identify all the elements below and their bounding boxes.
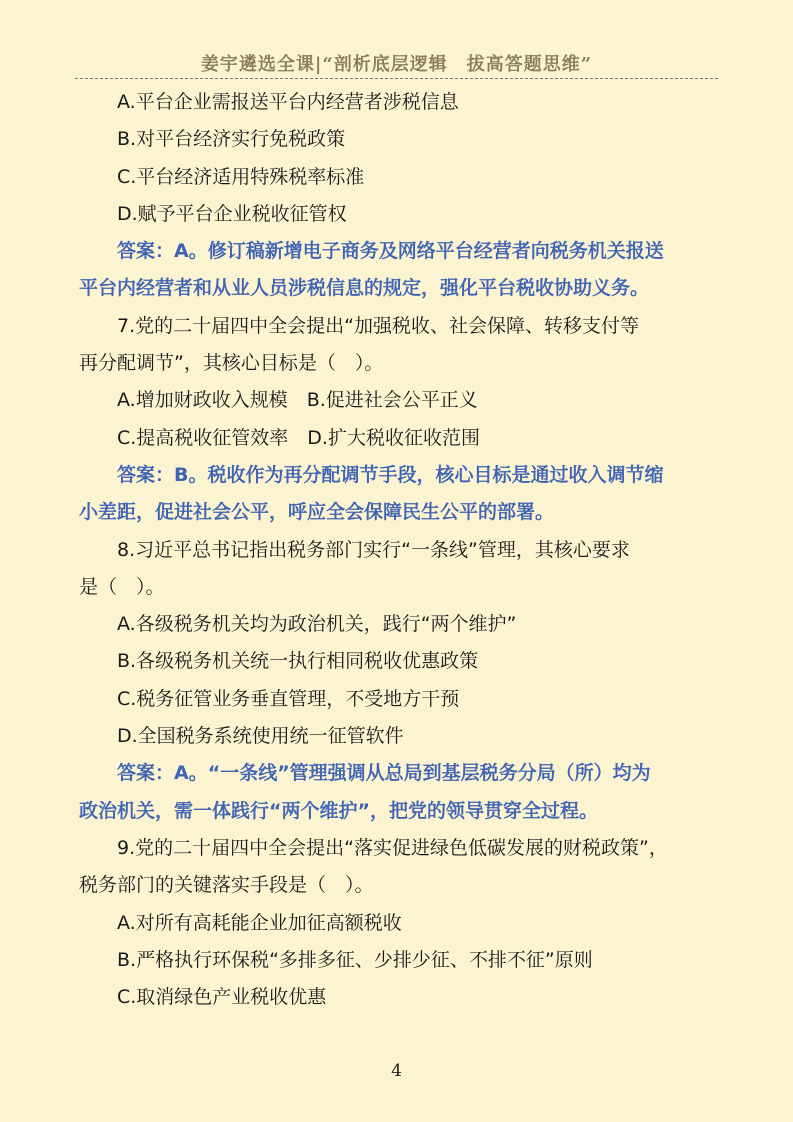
option-line: B.对平台经济实行免税政策 <box>117 128 346 151</box>
option-line: D.赋予平台企业税收征管权 <box>117 202 347 225</box>
option-line: C.提高税收征管效率 D.扩大税收征收范围 <box>117 426 480 449</box>
option-line: A.增加财政收入规模 B.促进社会公平正义 <box>117 389 478 412</box>
page-header <box>0 0 793 78</box>
option-line: A.各级税务机关均为政治机关，践行“两个维护” <box>117 613 517 636</box>
question-line: 8.习近平总书记指出税务部门实行“一条线”管理，其核心要求 <box>117 538 630 561</box>
answer-line: 答案：B。税收作为再分配调节手段，核心目标是通过收入调节缩 <box>117 463 664 486</box>
document-body <box>79 84 729 1016</box>
question-line: 税务部门的关键落实手段是（ ）。 <box>79 874 374 897</box>
answer-line: 政治机关，需一体践行“两个维护”，把党的领导贯穿全过程。 <box>79 799 598 822</box>
answer-line: 平台内经营者和从业人员涉税信息的规定，强化平台税收协助义务。 <box>79 277 650 300</box>
option-line: C.平台经济适用特殊税率标准 <box>117 165 365 188</box>
option-line: B.严格执行环保税“多排多征、少排少征、不排不征”原则 <box>117 948 593 971</box>
header-title: 姜宇遴选全课|“剖析底层逻辑 拔高答题思维” <box>200 54 593 75</box>
header-divider <box>75 78 718 79</box>
answer-line: 小差距，促进社会公平，呼应全会保障民生公平的部署。 <box>79 501 555 524</box>
page-number: 4 <box>391 1061 402 1081</box>
option-line: C.税务征管业务垂直管理，不受地方干预 <box>117 687 460 710</box>
option-line: B.各级税务机关统一执行相同税收优惠政策 <box>117 650 479 673</box>
question-line: 9.党的二十届四中全会提出“落实促进绿色低碳发展的财税政策”， <box>117 836 668 859</box>
option-line: C.取消绿色产业税收优惠 <box>117 986 327 1009</box>
question-line: 再分配调节”，其核心目标是（ ）。 <box>79 352 384 375</box>
question-line: 7.党的二十届四中全会提出“加强税收、社会保障、转移支付等 <box>117 314 639 337</box>
answer-line: 答案：A。修订稿新增电子商务及网络平台经营者向税务机关报送 <box>117 240 664 263</box>
option-line: A.对所有高耗能企业加征高额税收 <box>117 911 402 934</box>
question-line: 是（ ）。 <box>79 575 165 598</box>
option-line: A.平台企业需报送平台内经营者涉税信息 <box>117 91 459 113</box>
option-line: D.全国税务系统使用统一征管软件 <box>117 725 404 748</box>
answer-line: 答案：A。“一条线”管理强调从总局到基层税务分局（所）均为 <box>117 762 651 785</box>
